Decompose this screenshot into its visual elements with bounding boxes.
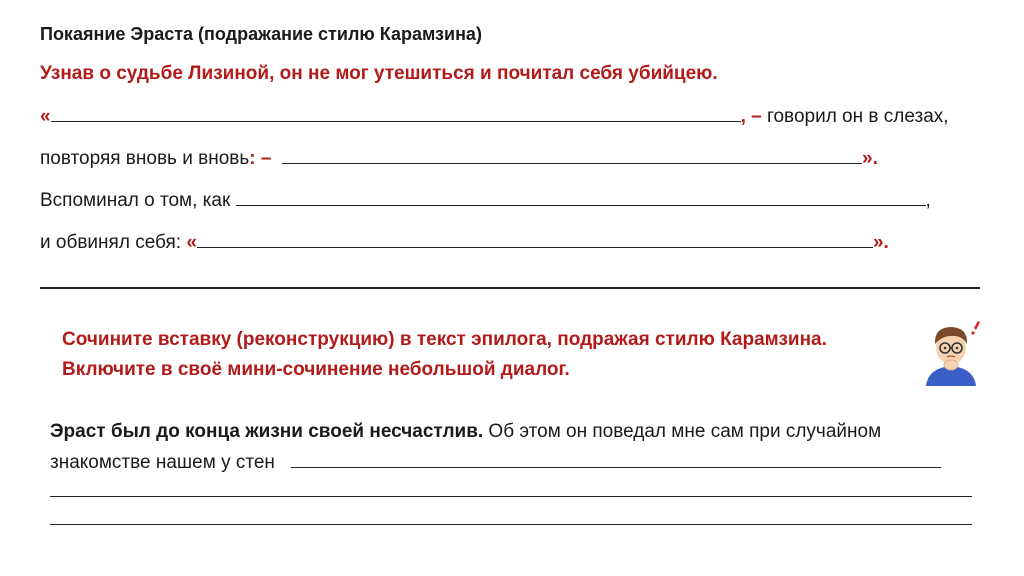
answer-blank-3[interactable] <box>236 188 926 206</box>
essay-line-2-text: знакомстве нашем у стен <box>50 452 275 473</box>
task-line-2: Включите в своё мини-сочинение небольшой диалог. <box>62 359 570 380</box>
essay-blank-3[interactable] <box>50 524 972 525</box>
close-quote-2: ». <box>872 232 889 253</box>
section-divider <box>40 287 980 289</box>
open-quote-2: « <box>186 232 197 253</box>
close-quote: ». <box>862 148 878 169</box>
colon-dash: : – <box>249 148 272 169</box>
answer-blank-4[interactable] <box>197 230 873 248</box>
essay-continuation: Об этом он поведал мне сам при случайном <box>483 421 882 442</box>
open-quote: « <box>40 106 51 127</box>
essay-bold-start: Эраст был до конца жизни своей несчастлив. <box>50 421 484 442</box>
essay-blank-2[interactable] <box>50 496 972 497</box>
essay-line-2 <box>50 450 941 475</box>
task-line-1: Сочините вставку (реконструкцию) в текст эпилога, подражая стилю Карамзина. <box>62 329 827 350</box>
task-instruction <box>62 325 827 385</box>
fill-line-1 <box>40 104 949 129</box>
line-3-tail: , <box>925 190 931 211</box>
fill-line-2 <box>40 146 878 171</box>
line-4-text: и обвинял себя: <box>40 232 187 253</box>
fill-line-3 <box>40 188 931 213</box>
thinking-boy-icon <box>916 318 986 386</box>
line-3-text: Вспоминал о том, как <box>40 190 231 211</box>
answer-blank-1[interactable] <box>51 104 741 122</box>
page-title: Покаяние Эраста (подражание стилю Карамзина) <box>40 24 482 44</box>
line-2-text: повторяя вновь и вновь <box>40 148 250 169</box>
comma-dash: , – <box>740 106 762 127</box>
essay-blank-1[interactable] <box>291 450 941 468</box>
answer-blank-2[interactable] <box>282 146 862 164</box>
line-1-tail: говорил он в слезах, <box>761 106 949 127</box>
intro-sentence: Узнав о судьбе Лизиной, он не мог утешиться и почитал себя убийцею. <box>40 63 718 84</box>
essay-line-1 <box>50 420 881 444</box>
fill-line-4 <box>40 230 889 255</box>
